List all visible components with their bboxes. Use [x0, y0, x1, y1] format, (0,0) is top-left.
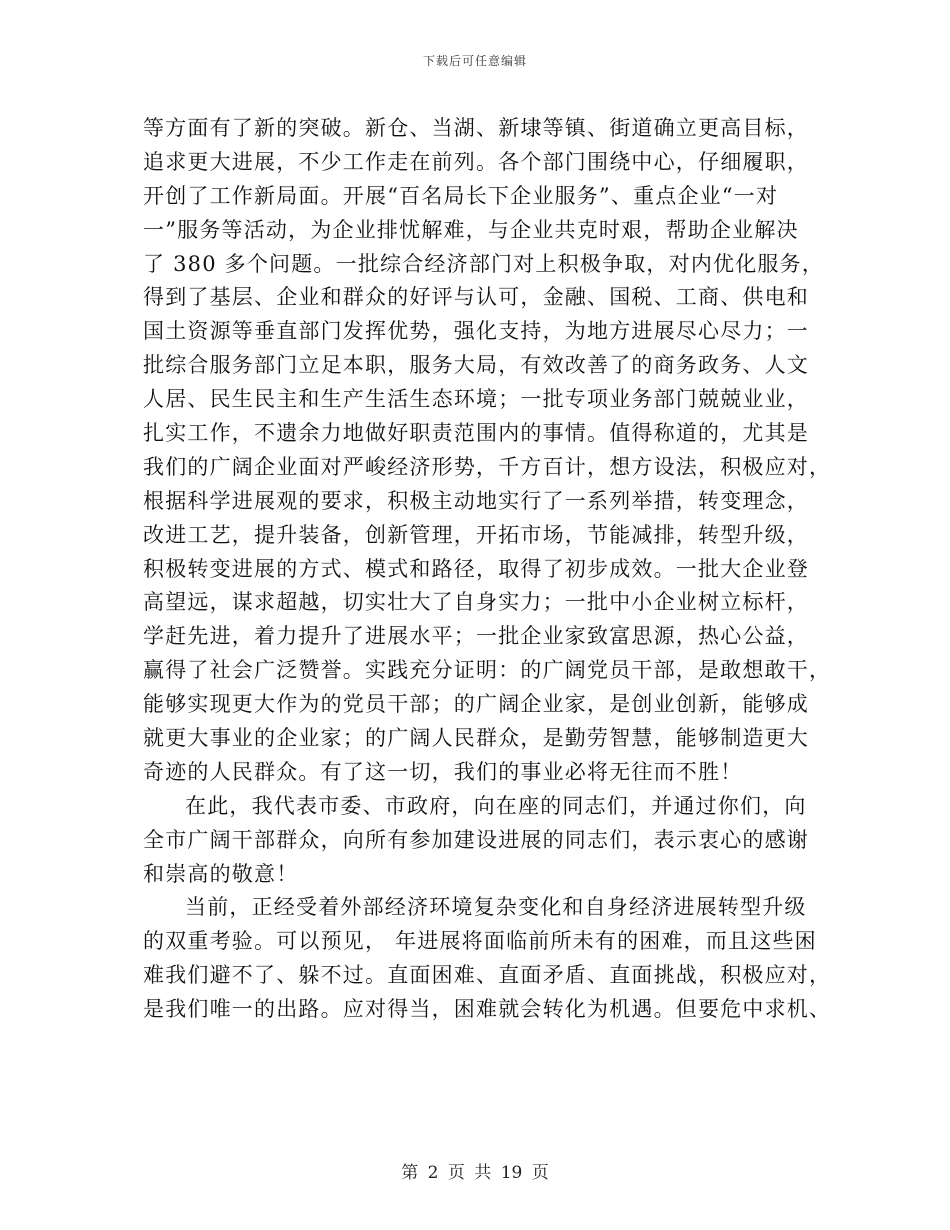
text-line: 在此，我代表市委、市政府，向在座的同志们，并通过你们，向: [185, 793, 807, 818]
text-line: 学赶先进，着力提升了进展水平；一批企业家致富思源，热心公益，: [143, 624, 809, 649]
text-line: 是我们唯一的出路。应对得当，困难就会转化为机遇。但要危中求机、: [143, 997, 832, 1022]
document-body: [143, 112, 832, 1027]
text-line: 一”服务等活动，为企业排忧解难，与企业共克时艰，帮助企业解决: [143, 217, 799, 242]
page-header: 下载后可任意编辑: [422, 54, 527, 68]
text-line: 改进工艺，提升装备，创新管理，开拓市场，节能减排，转型升级，: [143, 522, 809, 547]
text-line: 高望远，谋求超越，切实壮大了自身实力；一批中小企业树立标杆，: [143, 590, 809, 615]
text-line: 得到了基层、企业和群众的好评与认可，金融、国税、工商、供电和: [143, 285, 809, 310]
text-line: 的双重考验。可以预见， 年进展将面临前所未有的困难，而且这些困: [143, 929, 817, 954]
text-line: 人居、民生民主和生产生活生态环境；一批专项业务部门兢兢业业，: [143, 387, 809, 412]
text-line: 难我们避不了、躲不过。直面困难、直面矛盾、直面挑战，积极应对，: [143, 963, 832, 988]
text-line: 全市广阔干部群众，向所有参加建设进展的同志们，表示衷心的感谢: [143, 827, 809, 852]
text-line: 批综合服务部门立足本职，服务大局，有效改善了的商务政务、人文: [143, 353, 809, 378]
text-line: 积极转变进展的方式、模式和路径，取得了初步成效。一批大企业登: [143, 556, 809, 581]
text-line: 扎实工作，不遗余力地做好职责范围内的事情。值得称道的，尤其是: [143, 421, 809, 446]
text-line: 当前，正经受着外部经济环境复杂变化和自身经济进展转型升级: [185, 895, 807, 920]
text-line: 赢得了社会广泛赞誉。实践充分证明：的广阔党员干部，是敢想敢干，: [143, 658, 832, 683]
text-line: 国土资源等垂直部门发挥优势，强化支持，为地方进展尽心尽力；一: [143, 319, 809, 344]
text-line: 我们的广阔企业面对严峻经济形势，千方百计，想方设法，积极应对，: [143, 454, 832, 479]
page-number-footer: 第 2 页 共 19 页: [401, 1163, 549, 1183]
text-line: 开创了工作新局面。开展“百名局长下企业服务”、重点企业“一对: [143, 183, 779, 208]
text-line: 和崇高的敬意！: [143, 861, 299, 886]
text-line: 奇迹的人民群众。有了这一切，我们的事业必将无往而不胜！: [143, 759, 743, 784]
text-line: 等方面有了新的突破。新仓、当湖、新埭等镇、街道确立更高目标，: [143, 116, 809, 140]
text-line: 根据科学进展观的要求，积极主动地实行了一系列举措，转变理念，: [143, 488, 809, 513]
text-line: 能够实现更大作为的党员干部；的广阔企业家，是创业创新，能够成: [143, 692, 809, 717]
text-line: 就更大事业的企业家；的广阔人民群众，是勤劳智慧，能够制造更大: [143, 726, 809, 751]
text-line: 追求更大进展，不少工作走在前列。各个部门围绕中心，仔细履职，: [143, 149, 809, 174]
text-line: 了 380 多个问题。一批综合经济部门对上积极争取，对内优化服务，: [143, 251, 825, 276]
